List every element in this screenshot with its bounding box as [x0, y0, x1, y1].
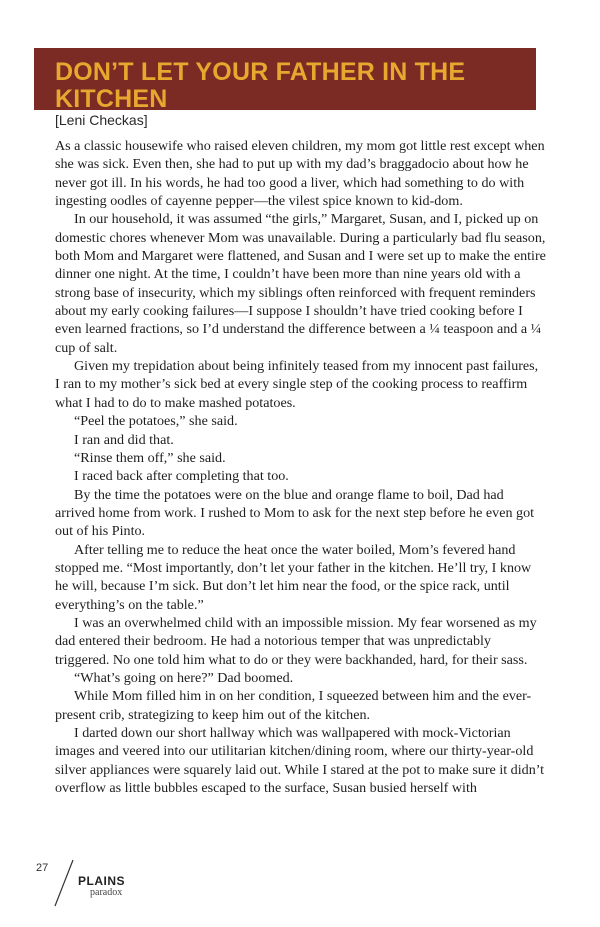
logo-plains: PLAINS [78, 874, 126, 888]
paragraph: In our household, it was assumed “the girls,” Margaret, Susan, and I, picked up on domestic chores whenever Mom was unavailable. During a particularly bad flu season, both Mom and Margaret were flattened, and Susan and I were set up to make the entire dinner one night. At the time, I couldn’t have been more than nine years old with a strong base of insecurity, which my siblings often reinforced with frequent reminders about my early cooking failures—I suppose I shouldn’t have tried cooking before I even learned fractions, so I’d understand the difference between a ¼ teaspoon and a ¼ cup of salt. [55, 211, 546, 356]
article-author: [Leni Checkas] [55, 112, 148, 128]
paragraph: “Peel the potatoes,” she said. [74, 413, 238, 430]
paragraph: I raced back after completing that too. [74, 468, 289, 485]
paragraph: After telling me to reduce the heat once the water boiled, Mom’s fevered hand stopped me. “Most importantly, don’t let your father in the kitchen. He’ll try, I know he will, because I’m sick. But don’t let him near the food, or the spice rack, until everything’s on the table.” [55, 541, 532, 613]
article-body [55, 137, 546, 797]
paragraph: As a classic housewife who raised eleven children, my mom got little rest except when she was sick. Even then, she had to put up with my dad’s braggadocio about how he never got ill. In his words, he had too good a liver, which had something to do with ingesting oodles of cayenne pepper—the vilest spice known to kid-dom. [55, 138, 545, 210]
article-title: DON’T LET YOUR FATHER IN THE KITCHEN [55, 58, 466, 113]
page-number: 27 [36, 862, 49, 874]
logo-slash-icon [52, 858, 76, 908]
logo-paradox: paradox [90, 887, 123, 898]
paragraph: “Rinse them off,” she said. [74, 449, 226, 466]
paragraph: By the time the potatoes were on the blue and orange flame to boil, Dad had arrived home from work. I rushed to Mom to ask for the next step before he even got out of his Pinto. [55, 486, 535, 540]
paragraph: Given my trepidation about being infinitely teased from my innocent past failures, I ran to my mother’s sick bed at every single step of the cooking process to reaffirm what I had to do to make mashed potatoes. [55, 358, 539, 411]
paragraph: “What’s going on here?” Dad boomed. [74, 669, 294, 686]
paragraph: I was an overwhelmed child with an impossible mission. My fear worsened as my dad entered their bedroom. He had a notorious temper that was unpredictably triggered. No one told him what to do or they were backhanded, hard, for their sass. [55, 614, 537, 668]
paragraph: I ran and did that. [74, 431, 174, 448]
paragraph: I darted down our short hallway which was wallpapered with mock-Victorian images and veered into our utilitarian kitchen/dining room, where our thirty-year-old silver appliances were squarely laid out. While I stared at the pot to make sure it didn’t overflow as little bubbles escaped to the surface, Susan busied herself with [55, 725, 545, 797]
paragraph: While Mom filled him in on her condition, I squeezed between him and the ever-present crib, strategizing to keep him out of the kitchen. [55, 688, 532, 723]
